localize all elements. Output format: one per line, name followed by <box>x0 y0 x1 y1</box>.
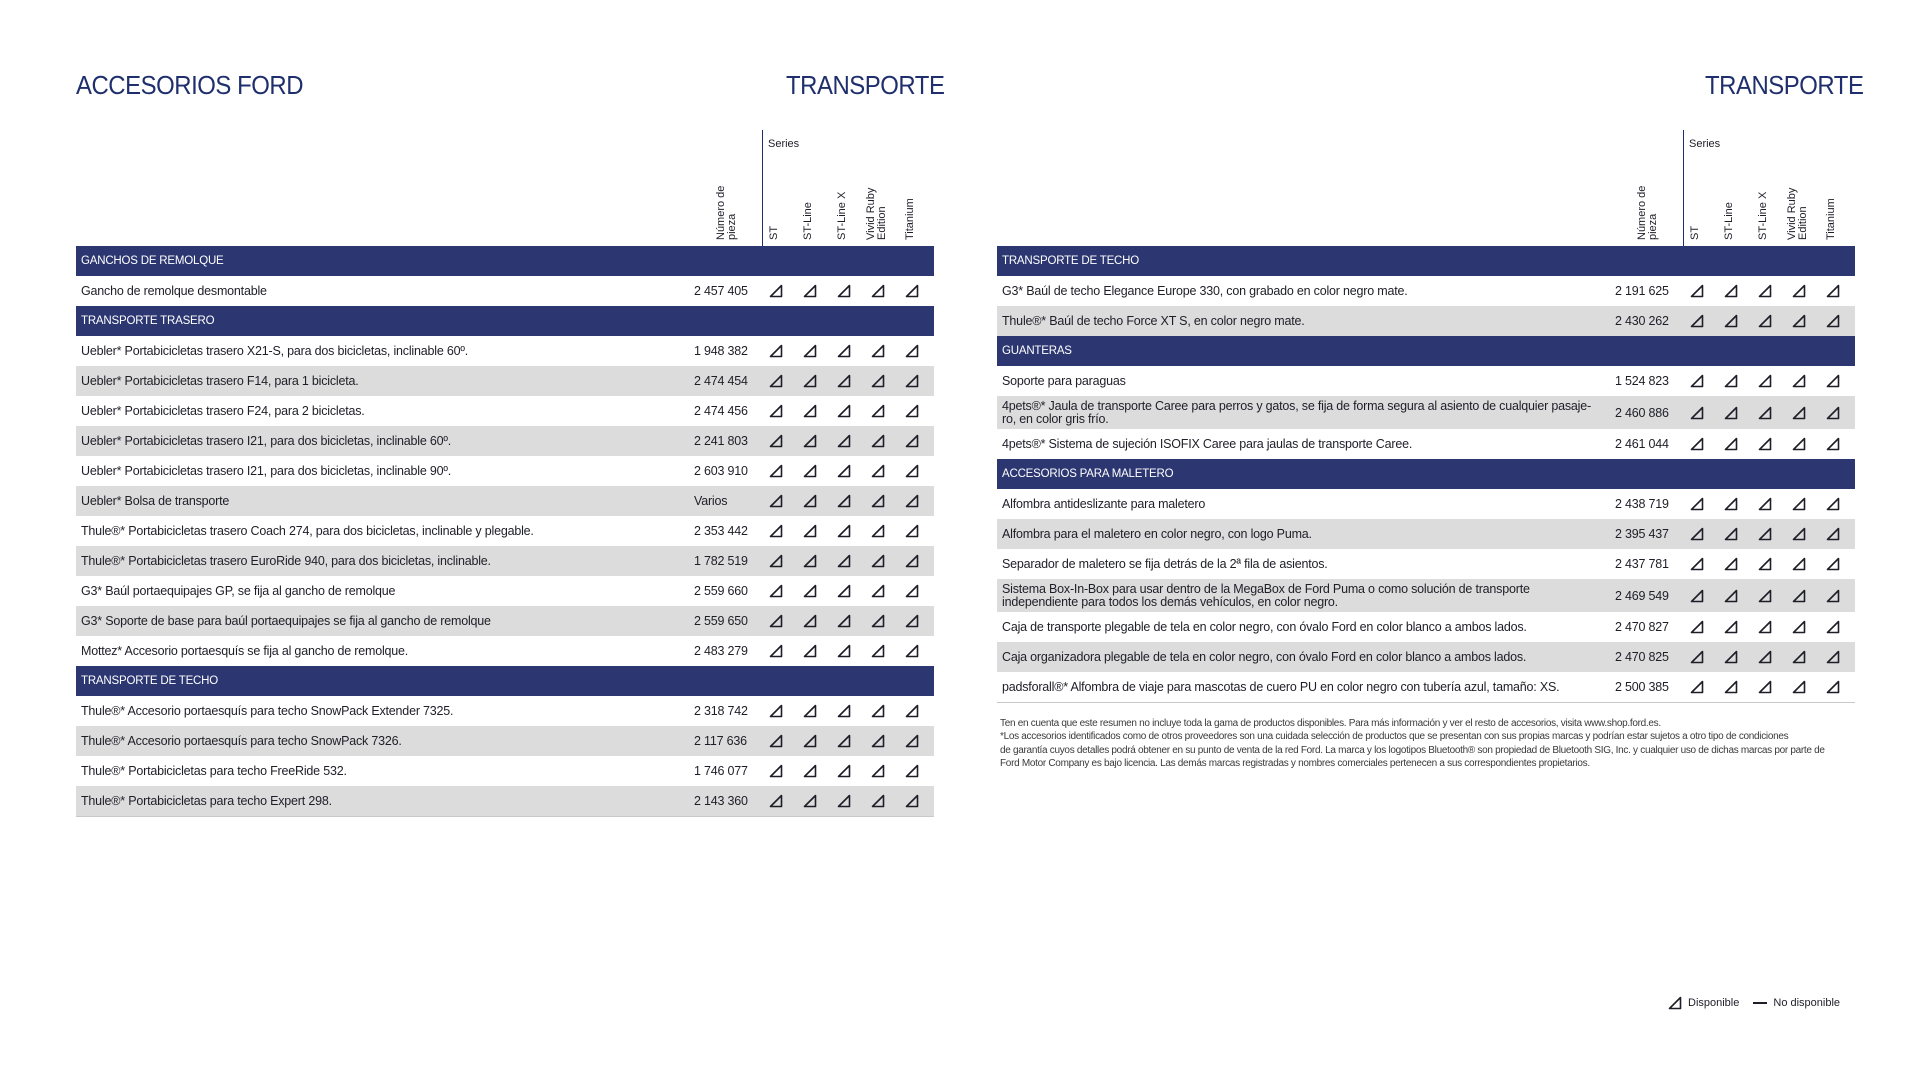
table-row <box>997 612 1855 642</box>
available-check-icon <box>1758 680 1772 694</box>
accessory-description: Uebler* Bolsa de transporte <box>81 493 230 508</box>
table-row <box>76 606 934 636</box>
available-check-icon <box>1826 527 1840 541</box>
available-check-icon <box>1792 437 1806 451</box>
series-label: Series <box>768 138 800 150</box>
part-number: 2 470 827 <box>1615 620 1669 634</box>
available-check-icon <box>837 434 851 448</box>
table-row <box>76 786 934 816</box>
column-header-st-line-x: ST-Line X <box>836 191 848 240</box>
available-check-icon <box>803 404 817 418</box>
series-label: Series <box>1689 138 1721 150</box>
table-row <box>76 486 934 516</box>
available-check-icon <box>769 494 783 508</box>
accessory-description: Mottez* Accesorio portaesquís se fija al gancho de remolque. <box>81 643 409 658</box>
available-check-icon <box>1724 589 1738 603</box>
available-check-icon <box>1792 680 1806 694</box>
dash-icon <box>1753 1002 1767 1004</box>
available-check-icon <box>1690 374 1704 388</box>
available-check-icon <box>1758 314 1772 328</box>
available-check-icon <box>905 734 919 748</box>
available-check-icon <box>1724 284 1738 298</box>
available-check-icon <box>769 614 783 628</box>
available-check-icon <box>1758 557 1772 571</box>
available-check-icon <box>1826 284 1840 298</box>
table-row <box>76 726 934 756</box>
available-check-icon <box>803 704 817 718</box>
available-check-icon <box>1690 437 1704 451</box>
available-check-icon <box>837 764 851 778</box>
part-number: 2 559 650 <box>694 614 748 628</box>
part-number: 2 353 442 <box>694 524 748 538</box>
available-check-icon <box>905 704 919 718</box>
table-row <box>997 396 1855 429</box>
available-check-icon <box>871 554 885 568</box>
available-check-icon <box>1724 497 1738 511</box>
accessory-description: Soporte para paraguas <box>1002 373 1126 388</box>
column-header-st-line: ST-Line <box>1723 202 1735 240</box>
part-number: 1 524 823 <box>1615 374 1669 388</box>
available-check-icon <box>769 734 783 748</box>
part-number: 1 746 077 <box>694 764 748 778</box>
available-check-icon <box>837 284 851 298</box>
available-check-icon <box>1724 437 1738 451</box>
section-header: ACCESORIOS PARA MALETERO <box>997 459 1855 489</box>
section-header: GANCHOS DE REMOLQUE <box>76 246 934 276</box>
part-number: 2 318 742 <box>694 704 748 718</box>
footnote-line: Ten en cuenta que este resumen no incluye toda la gama de productos disponibles. Para más información y ver el resto de accesorios, visita www.shop.ford.es. <box>1000 718 1661 729</box>
available-check-icon <box>837 524 851 538</box>
available-check-icon <box>803 434 817 448</box>
available-check-icon <box>1826 557 1840 571</box>
available-check-icon <box>803 734 817 748</box>
table-row <box>997 306 1855 336</box>
table-row <box>997 549 1855 579</box>
footnote-line: de garantía cuyos detalles podrá obtener en su punto de venta de la red Ford. La marca y los logotipos Bluetooth® son propiedad de Bluetooth SIG, Inc. y cualquier uso de dichas marcas por parte de <box>1000 744 1825 756</box>
available-check-icon <box>1826 589 1840 603</box>
available-check-icon <box>837 464 851 478</box>
available-check-icon <box>837 404 851 418</box>
available-check-icon <box>769 584 783 598</box>
available-check-icon <box>803 344 817 358</box>
accessory-description: Thule®* Accesorio portaesquís para techo SnowPack Extender 7325. <box>81 703 454 718</box>
accessory-description: Sistema Box-In-Box para usar dentro de la MegaBox de Ford Puma o como solución de transporte independiente para todos los demás vehículos, en color negro. <box>1002 581 1530 609</box>
available-check-icon <box>905 584 919 598</box>
available-check-icon <box>905 494 919 508</box>
table-row <box>997 429 1855 459</box>
available-check-icon <box>803 524 817 538</box>
table-row <box>997 579 1855 612</box>
part-number: 2 461 044 <box>1615 437 1669 451</box>
accessory-description: Thule®* Portabicicletas para techo Expert 298. <box>81 793 332 808</box>
available-check-icon <box>1690 680 1704 694</box>
table-row <box>76 426 934 456</box>
available-check-icon <box>1690 557 1704 571</box>
accessory-description: Uebler* Portabicicletas trasero I21, para dos bicicletas, inclinable 90º. <box>81 463 452 478</box>
available-check-icon <box>871 284 885 298</box>
section-header: GUANTERAS <box>997 336 1855 366</box>
available-check-icon <box>905 404 919 418</box>
available-check-icon <box>905 524 919 538</box>
part-number: 2 143 360 <box>694 794 748 808</box>
table-row <box>76 366 934 396</box>
available-check-icon <box>1690 650 1704 664</box>
part-number: 2 469 549 <box>1615 588 1669 603</box>
available-check-icon <box>803 554 817 568</box>
available-check-icon <box>837 374 851 388</box>
available-check-icon <box>803 614 817 628</box>
table-row <box>76 546 934 576</box>
available-check-icon <box>1792 314 1806 328</box>
available-check-icon <box>1792 527 1806 541</box>
accessory-description: G3* Soporte de base para baúl portaequipajes se fija al gancho de remolque <box>81 613 491 628</box>
accessory-description: Alfombra para el maletero en color negro, con logo Puma. <box>1002 526 1312 541</box>
accessory-description: Uebler* Portabicicletas trasero X21-S, para dos bicicletas, inclinable 60º. <box>81 343 468 358</box>
part-number: 2 117 636 <box>694 734 747 748</box>
available-check-icon <box>871 494 885 508</box>
accessory-description: Thule®* Portabicicletas para techo FreeRide 532. <box>81 763 347 778</box>
accessory-description: Uebler* Portabicicletas trasero F14, para 1 bicicleta. <box>81 373 359 388</box>
legend-available: Disponible <box>1668 996 1739 1010</box>
table-header <box>76 130 934 246</box>
table-bottom-rule <box>76 816 934 817</box>
available-check-icon <box>905 434 919 448</box>
available-check-icon <box>1826 680 1840 694</box>
available-check-icon <box>871 464 885 478</box>
available-check-icon <box>769 704 783 718</box>
available-check-icon <box>905 554 919 568</box>
available-check-icon <box>1792 589 1806 603</box>
available-check-icon <box>1826 497 1840 511</box>
table-header <box>997 130 1855 246</box>
available-check-icon <box>905 614 919 628</box>
check-mark-icon <box>1668 996 1682 1010</box>
accessories-table-right <box>997 130 1855 703</box>
available-check-icon <box>837 614 851 628</box>
footnote-line: Ford Motor Company es bajo licencia. Las demás marcas registradas y nombres comerciales pertenecen a sus correspondientes propietarios. <box>1000 757 1590 769</box>
available-check-icon <box>1758 374 1772 388</box>
series-divider <box>762 130 763 246</box>
section-header: TRANSPORTE DE TECHO <box>997 246 1855 276</box>
accessory-description: Separador de maletero se fija detrás de la 2ª fila de asientos. <box>1002 556 1328 571</box>
available-check-icon <box>803 584 817 598</box>
available-check-icon <box>871 434 885 448</box>
available-check-icon <box>871 524 885 538</box>
available-check-icon <box>1758 527 1772 541</box>
part-number: 2 430 262 <box>1615 314 1669 328</box>
part-number: 2 457 405 <box>694 284 748 298</box>
table-row <box>76 756 934 786</box>
column-header-st: ST <box>1689 225 1701 240</box>
available-check-icon <box>803 764 817 778</box>
table-row <box>76 456 934 486</box>
series-divider <box>1683 130 1684 246</box>
available-check-icon <box>1690 497 1704 511</box>
available-check-icon <box>769 764 783 778</box>
available-check-icon <box>1792 557 1806 571</box>
available-check-icon <box>769 404 783 418</box>
part-number: 2 470 825 <box>1615 650 1669 664</box>
accessory-description: 4pets®* Sistema de sujeción ISOFIX Caree para jaulas de transporte Caree. <box>1002 436 1413 451</box>
available-check-icon <box>1826 437 1840 451</box>
part-number: 2 603 910 <box>694 464 748 478</box>
accessory-description: Caja organizadora plegable de tela en color negro, con óvalo Ford en color blanco a ambos lados. <box>1002 649 1527 664</box>
table-row <box>997 366 1855 396</box>
available-check-icon <box>1690 284 1704 298</box>
available-check-icon <box>769 524 783 538</box>
available-check-icon <box>905 374 919 388</box>
available-check-icon <box>1792 284 1806 298</box>
column-header-titanium: Titanium <box>1825 198 1837 240</box>
table-row <box>76 696 934 726</box>
available-check-icon <box>1792 374 1806 388</box>
section-title-right: TRANSPORTE <box>1705 70 1864 100</box>
accessory-description: Thule®* Baúl de techo Force XT S, en color negro mate. <box>1002 313 1305 328</box>
available-check-icon <box>1690 314 1704 328</box>
available-check-icon <box>1792 650 1806 664</box>
column-header-st-line-x: ST-Line X <box>1757 191 1769 240</box>
column-header-part-number: Número de pieza <box>715 185 738 240</box>
column-header-part-number: Número de pieza <box>1636 185 1659 240</box>
available-check-icon <box>769 554 783 568</box>
accessory-description: Caja de transporte plegable de tela en color negro, con óvalo Ford en color blanco a ambos lados. <box>1002 619 1527 634</box>
table-row <box>997 276 1855 306</box>
available-check-icon <box>871 644 885 658</box>
available-check-icon <box>837 344 851 358</box>
available-check-icon <box>1758 620 1772 634</box>
available-check-icon <box>871 614 885 628</box>
part-number: 2 191 625 <box>1615 284 1669 298</box>
available-check-icon <box>803 494 817 508</box>
accessory-description: G3* Baúl portaequipajes GP, se fija al gancho de remolque <box>81 583 396 598</box>
available-check-icon <box>1826 314 1840 328</box>
column-header-st-line: ST-Line <box>802 202 814 240</box>
table-row <box>76 396 934 426</box>
accessory-description: Thule®* Portabicicletas trasero Coach 274, para dos bicicletas, inclinable y plegable. <box>81 523 534 538</box>
part-number: 1 948 382 <box>694 344 748 358</box>
available-check-icon <box>1826 374 1840 388</box>
available-check-icon <box>1690 620 1704 634</box>
part-number: 2 559 660 <box>694 584 748 598</box>
table-row <box>997 672 1855 702</box>
table-row <box>997 489 1855 519</box>
available-check-icon <box>769 284 783 298</box>
footnote-line: *Los accesorios identificados como de otros proveedores son una cuidada selección de productos que se presentan con sus propias marcas y podrían estar sujetos a otro tipo de condiciones <box>1000 731 1789 743</box>
available-check-icon <box>1758 437 1772 451</box>
available-check-icon <box>1758 406 1772 420</box>
available-check-icon <box>837 794 851 808</box>
table-row <box>997 642 1855 672</box>
available-check-icon <box>1690 527 1704 541</box>
available-check-icon <box>837 554 851 568</box>
available-check-icon <box>871 374 885 388</box>
column-header-vivid-ruby-edition: Vivid Ruby Edition <box>1786 187 1809 240</box>
accessory-description: 4pets®* Jaula de transporte Caree para perros y gatos, se fija de forma segura al asiento de cualquier pasaje-ro, en color gris frío. <box>1002 398 1591 426</box>
section-header: TRANSPORTE DE TECHO <box>76 666 934 696</box>
available-check-icon <box>905 464 919 478</box>
column-header-st: ST <box>768 225 780 240</box>
available-check-icon <box>1724 557 1738 571</box>
available-check-icon <box>1690 406 1704 420</box>
available-check-icon <box>837 584 851 598</box>
available-check-icon <box>871 404 885 418</box>
available-check-icon <box>837 644 851 658</box>
available-check-icon <box>803 374 817 388</box>
part-number: 2 474 454 <box>694 374 748 388</box>
accessory-description: G3* Baúl de techo Elegance Europe 330, con grabado en color negro mate. <box>1002 283 1408 298</box>
accessory-description: Thule®* Accesorio portaesquís para techo SnowPack 7326. <box>81 733 402 748</box>
table-row <box>76 276 934 306</box>
available-check-icon <box>1724 620 1738 634</box>
available-check-icon <box>837 704 851 718</box>
available-check-icon <box>1758 284 1772 298</box>
legend <box>1668 996 1854 1010</box>
available-check-icon <box>1758 650 1772 664</box>
accessories-table-left <box>76 130 934 817</box>
available-check-icon <box>1826 650 1840 664</box>
table-row <box>76 516 934 546</box>
part-number: 2 395 437 <box>1615 527 1669 541</box>
section-header: TRANSPORTE TRASERO <box>76 306 934 336</box>
available-check-icon <box>1826 620 1840 634</box>
available-check-icon <box>769 344 783 358</box>
available-check-icon <box>1792 620 1806 634</box>
available-check-icon <box>871 794 885 808</box>
available-check-icon <box>803 284 817 298</box>
part-number: 2 474 456 <box>694 404 748 418</box>
accessory-description: Alfombra antideslizante para maletero <box>1002 496 1206 511</box>
available-check-icon <box>1724 314 1738 328</box>
available-check-icon <box>769 374 783 388</box>
table-row <box>76 336 934 366</box>
part-number: 2 438 719 <box>1615 497 1669 511</box>
available-check-icon <box>1758 589 1772 603</box>
available-check-icon <box>837 734 851 748</box>
table-row <box>997 519 1855 549</box>
part-number: Varios <box>694 494 728 508</box>
available-check-icon <box>871 344 885 358</box>
available-check-icon <box>1792 406 1806 420</box>
footnotes <box>1000 717 1850 770</box>
accessory-description: Uebler* Portabicicletas trasero F24, para 2 bicicletas. <box>81 403 365 418</box>
part-number: 2 460 886 <box>1615 405 1669 420</box>
available-check-icon <box>1724 374 1738 388</box>
column-header-vivid-ruby-edition: Vivid Ruby Edition <box>865 187 888 240</box>
accessory-description: Gancho de remolque desmontable <box>81 283 267 298</box>
part-number: 2 500 385 <box>1615 680 1669 694</box>
accessory-description: Uebler* Portabicicletas trasero I21, para dos bicicletas, inclinable 60º. <box>81 433 452 448</box>
part-number: 2 241 803 <box>694 434 748 448</box>
available-check-icon <box>803 464 817 478</box>
table-row <box>76 636 934 666</box>
column-header-titanium: Titanium <box>904 198 916 240</box>
accessory-description: padsforall®* Alfombra de viaje para mascotas de cuero PU en color negro con tubería azul, tamaño: XS. <box>1002 679 1560 694</box>
available-check-icon <box>905 344 919 358</box>
available-check-icon <box>769 434 783 448</box>
accessory-description: Thule®* Portabicicletas trasero EuroRide 940, para dos bicicletas, inclinable. <box>81 553 491 568</box>
available-check-icon <box>1758 497 1772 511</box>
available-check-icon <box>1826 406 1840 420</box>
section-title-left: TRANSPORTE <box>786 70 945 100</box>
available-check-icon <box>1724 406 1738 420</box>
legend-unavailable: No disponible <box>1753 997 1840 1009</box>
available-check-icon <box>1724 680 1738 694</box>
part-number: 2 437 781 <box>1615 557 1669 571</box>
available-check-icon <box>871 734 885 748</box>
available-check-icon <box>905 794 919 808</box>
available-check-icon <box>871 704 885 718</box>
available-check-icon <box>1724 527 1738 541</box>
table-bottom-rule <box>997 702 1855 703</box>
available-check-icon <box>803 644 817 658</box>
available-check-icon <box>803 794 817 808</box>
available-check-icon <box>769 464 783 478</box>
part-number: 2 483 279 <box>694 644 748 658</box>
part-number: 1 782 519 <box>694 554 748 568</box>
page-title: ACCESORIOS FORD <box>76 70 304 100</box>
available-check-icon <box>1792 497 1806 511</box>
available-check-icon <box>769 644 783 658</box>
available-check-icon <box>769 794 783 808</box>
available-check-icon <box>837 494 851 508</box>
table-row <box>76 576 934 606</box>
available-check-icon <box>905 764 919 778</box>
available-check-icon <box>871 764 885 778</box>
available-check-icon <box>905 284 919 298</box>
available-check-icon <box>1724 650 1738 664</box>
available-check-icon <box>871 584 885 598</box>
available-check-icon <box>905 644 919 658</box>
available-check-icon <box>1690 589 1704 603</box>
